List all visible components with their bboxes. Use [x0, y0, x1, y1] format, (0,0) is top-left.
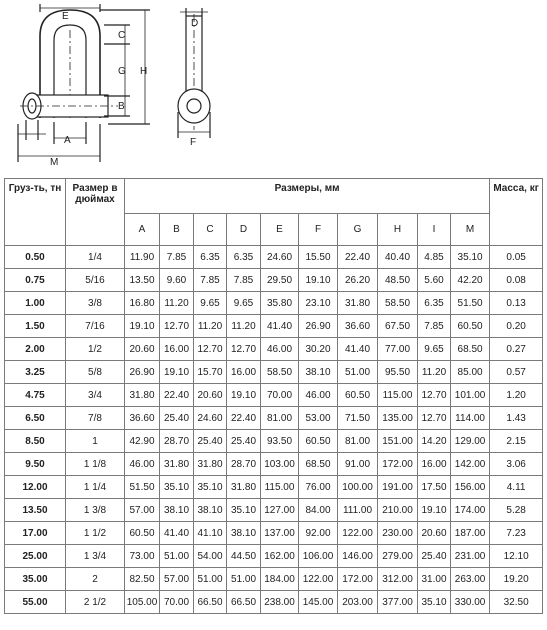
- dimension-cell: 172.00: [378, 453, 418, 476]
- dimension-cell: 5.60: [418, 269, 451, 292]
- dimension-cell: 12.70: [418, 407, 451, 430]
- dimension-cell: 6.35: [194, 246, 227, 269]
- inch-size-cell: 1 3/4: [66, 545, 125, 568]
- dimension-cell: 67.50: [378, 315, 418, 338]
- dim-label-h: H: [140, 66, 148, 77]
- dimension-cell: 51.00: [227, 568, 261, 591]
- dimension-cell: 16.00: [418, 453, 451, 476]
- dimension-cell: 81.00: [261, 407, 299, 430]
- header-load: Груз-ть, тн: [5, 179, 66, 246]
- load-cell: 0.50: [5, 246, 66, 269]
- dimension-cell: 122.00: [338, 522, 378, 545]
- load-cell: 0.75: [5, 269, 66, 292]
- table-row: [5, 591, 543, 614]
- dimension-cell: 31.80: [194, 453, 227, 476]
- dim-label-d: D: [191, 18, 199, 29]
- dim-label-f: F: [190, 137, 197, 148]
- dimension-cell: 70.00: [160, 591, 194, 614]
- dimension-cell: 279.00: [378, 545, 418, 568]
- header-inches: Размер в дюймах: [66, 179, 125, 246]
- dimension-cell: 20.60: [194, 384, 227, 407]
- dimension-cell: 127.00: [261, 499, 299, 522]
- table-row: [5, 361, 543, 384]
- dimension-cell: 60.50: [451, 315, 490, 338]
- dimension-cell: 231.00: [451, 545, 490, 568]
- dim-label-a: A: [64, 135, 71, 146]
- table-row: [5, 522, 543, 545]
- dimension-cell: 9.60: [160, 269, 194, 292]
- mass-cell: 32.50: [490, 591, 543, 614]
- load-cell: 6.50: [5, 407, 66, 430]
- dimension-cell: 263.00: [451, 568, 490, 591]
- dimension-cell: 14.20: [418, 430, 451, 453]
- mass-cell: 0.05: [490, 246, 543, 269]
- dimension-cell: 46.00: [125, 453, 160, 476]
- inch-size-cell: 2: [66, 568, 125, 591]
- dimension-cell: 142.00: [451, 453, 490, 476]
- mass-cell: 0.20: [490, 315, 543, 338]
- dimension-cell: 25.40: [227, 430, 261, 453]
- dimension-cell: 156.00: [451, 476, 490, 499]
- table-row: [5, 338, 543, 361]
- load-cell: 12.00: [5, 476, 66, 499]
- dimension-cell: 71.50: [338, 407, 378, 430]
- dim-label-c: C: [118, 30, 126, 41]
- inch-size-cell: 1 1/8: [66, 453, 125, 476]
- load-cell: 2.00: [5, 338, 66, 361]
- dimension-cell: 35.10: [227, 499, 261, 522]
- dimension-cell: 210.00: [378, 499, 418, 522]
- dimension-cell: 25.40: [418, 545, 451, 568]
- table-row: [5, 545, 543, 568]
- dimension-cell: 26.90: [125, 361, 160, 384]
- dimension-cell: 36.60: [125, 407, 160, 430]
- dimension-cell: 92.00: [299, 522, 338, 545]
- dimension-cell: 42.90: [125, 430, 160, 453]
- dimension-cell: 16.00: [227, 361, 261, 384]
- dimension-cell: 35.10: [160, 476, 194, 499]
- table-row: [5, 384, 543, 407]
- dimension-cell: 35.10: [194, 476, 227, 499]
- mass-cell: 0.08: [490, 269, 543, 292]
- load-cell: 25.00: [5, 545, 66, 568]
- dimension-cell: 48.50: [378, 269, 418, 292]
- dimension-cell: 146.00: [338, 545, 378, 568]
- dimension-cell: 53.00: [299, 407, 338, 430]
- dimension-cell: 51.50: [451, 292, 490, 315]
- dimension-cell: 151.00: [378, 430, 418, 453]
- dimension-cell: 68.50: [451, 338, 490, 361]
- dimension-cell: 24.60: [261, 246, 299, 269]
- dimension-cell: 31.80: [338, 292, 378, 315]
- table-row: [5, 246, 543, 269]
- dimension-cell: 17.50: [418, 476, 451, 499]
- mass-cell: 19.20: [490, 568, 543, 591]
- dimension-cell: 60.50: [299, 430, 338, 453]
- dimension-cell: 29.50: [261, 269, 299, 292]
- dimension-cell: 12.70: [418, 384, 451, 407]
- dimension-cell: 7.85: [194, 269, 227, 292]
- mass-cell: 0.13: [490, 292, 543, 315]
- inch-size-cell: 1: [66, 430, 125, 453]
- dimension-cell: 115.00: [378, 384, 418, 407]
- dimension-cell: 129.00: [451, 430, 490, 453]
- dimension-cell: 100.00: [338, 476, 378, 499]
- load-cell: 1.50: [5, 315, 66, 338]
- dimension-cell: 60.50: [125, 522, 160, 545]
- header-dim-d: D: [227, 214, 261, 246]
- dimension-cell: 35.10: [451, 246, 490, 269]
- dim-label-e: E: [62, 11, 69, 22]
- dimension-cell: 38.10: [227, 522, 261, 545]
- dimension-cell: 187.00: [451, 522, 490, 545]
- dimension-cell: 36.60: [338, 315, 378, 338]
- dimension-cell: 85.00: [451, 361, 490, 384]
- dimension-cell: 57.00: [125, 499, 160, 522]
- dimension-cell: 19.10: [418, 499, 451, 522]
- inch-size-cell: 5/8: [66, 361, 125, 384]
- inch-size-cell: 1/4: [66, 246, 125, 269]
- mass-cell: 12.10: [490, 545, 543, 568]
- dimension-cell: 41.40: [338, 338, 378, 361]
- mass-cell: 1.20: [490, 384, 543, 407]
- dimension-cell: 46.00: [299, 384, 338, 407]
- dimension-cell: 25.40: [194, 430, 227, 453]
- load-cell: 17.00: [5, 522, 66, 545]
- mass-cell: 2.15: [490, 430, 543, 453]
- dimension-cell: 40.40: [378, 246, 418, 269]
- table-row: [5, 292, 543, 315]
- dimension-cell: 70.00: [261, 384, 299, 407]
- dimension-cell: 7.85: [160, 246, 194, 269]
- dimension-cell: 42.20: [451, 269, 490, 292]
- dimension-cell: 26.90: [299, 315, 338, 338]
- table-row: [5, 407, 543, 430]
- dimension-cell: 73.00: [125, 545, 160, 568]
- dimension-cell: 106.00: [299, 545, 338, 568]
- load-cell: 3.25: [5, 361, 66, 384]
- load-cell: 55.00: [5, 591, 66, 614]
- dimension-cell: 230.00: [378, 522, 418, 545]
- dimension-cell: 7.85: [418, 315, 451, 338]
- dimension-cell: 58.50: [261, 361, 299, 384]
- header-dimensions: Размеры, мм: [125, 179, 490, 214]
- load-cell: 9.50: [5, 453, 66, 476]
- dimension-cell: 20.60: [125, 338, 160, 361]
- header-dim-g: G: [338, 214, 378, 246]
- dimension-cell: 16.80: [125, 292, 160, 315]
- table-row: [5, 453, 543, 476]
- dimension-cell: 12.70: [160, 315, 194, 338]
- dimension-cell: 6.35: [418, 292, 451, 315]
- inch-size-cell: 1 1/2: [66, 522, 125, 545]
- header-dim-e: E: [261, 214, 299, 246]
- dimension-cell: 11.20: [194, 315, 227, 338]
- dimension-cell: 377.00: [378, 591, 418, 614]
- dimension-cell: 111.00: [338, 499, 378, 522]
- dimension-cell: 174.00: [451, 499, 490, 522]
- inch-size-cell: 7/8: [66, 407, 125, 430]
- header-mass: Масса, кг: [490, 179, 543, 246]
- table-row: [5, 315, 543, 338]
- dimension-cell: 31.80: [227, 476, 261, 499]
- dimension-cell: 115.00: [261, 476, 299, 499]
- dimension-cell: 28.70: [160, 430, 194, 453]
- header-dim-b: B: [160, 214, 194, 246]
- dimension-cell: 191.00: [378, 476, 418, 499]
- header-dim-f: F: [299, 214, 338, 246]
- dimension-cell: 66.50: [194, 591, 227, 614]
- dimension-cell: 66.50: [227, 591, 261, 614]
- inch-size-cell: 1 3/8: [66, 499, 125, 522]
- dimension-cell: 184.00: [261, 568, 299, 591]
- dimension-cell: 57.00: [160, 568, 194, 591]
- dimension-cell: 114.00: [451, 407, 490, 430]
- dimension-cell: 93.50: [261, 430, 299, 453]
- dimension-cell: 25.40: [160, 407, 194, 430]
- dimension-cell: 60.50: [338, 384, 378, 407]
- dimension-cell: 162.00: [261, 545, 299, 568]
- dimension-cell: 38.10: [160, 499, 194, 522]
- dimension-cell: 22.40: [227, 407, 261, 430]
- dimension-cell: 76.00: [299, 476, 338, 499]
- dimension-cell: 51.00: [160, 545, 194, 568]
- dimension-cell: 11.20: [418, 361, 451, 384]
- inch-size-cell: 3/8: [66, 292, 125, 315]
- table-row: [5, 568, 543, 591]
- dimension-cell: 135.00: [378, 407, 418, 430]
- table-row: [5, 269, 543, 292]
- dimension-cell: 28.70: [227, 453, 261, 476]
- dimension-cell: 7.85: [227, 269, 261, 292]
- table-row: [5, 476, 543, 499]
- table-row: [5, 430, 543, 453]
- dimension-cell: 24.60: [194, 407, 227, 430]
- mass-cell: 5.28: [490, 499, 543, 522]
- dimension-cell: 12.70: [227, 338, 261, 361]
- mass-cell: 0.57: [490, 361, 543, 384]
- dimension-cell: 11.20: [160, 292, 194, 315]
- header-dim-i: I: [418, 214, 451, 246]
- dimension-cell: 51.00: [194, 568, 227, 591]
- dimension-cell: 9.65: [194, 292, 227, 315]
- mass-cell: 3.06: [490, 453, 543, 476]
- dimension-cell: 19.10: [227, 384, 261, 407]
- header-dim-c: C: [194, 214, 227, 246]
- shackle-diagram: [0, 0, 547, 178]
- dimension-cell: 38.10: [299, 361, 338, 384]
- dimension-cell: 44.50: [227, 545, 261, 568]
- dimension-cell: 105.00: [125, 591, 160, 614]
- load-cell: 13.50: [5, 499, 66, 522]
- inch-size-cell: 5/16: [66, 269, 125, 292]
- dimension-cell: 9.65: [418, 338, 451, 361]
- dimension-cell: 41.10: [194, 522, 227, 545]
- table-row: [5, 499, 543, 522]
- dimension-cell: 23.10: [299, 292, 338, 315]
- dimension-cell: 203.00: [338, 591, 378, 614]
- shackle-spec-table: [4, 178, 543, 614]
- inch-size-cell: 1/2: [66, 338, 125, 361]
- mass-cell: 1.43: [490, 407, 543, 430]
- load-cell: 1.00: [5, 292, 66, 315]
- dimension-cell: 22.40: [338, 246, 378, 269]
- dimension-cell: 68.50: [299, 453, 338, 476]
- mass-cell: 4.11: [490, 476, 543, 499]
- dimension-cell: 15.70: [194, 361, 227, 384]
- dim-label-b: B: [118, 101, 125, 112]
- dimension-cell: 16.00: [160, 338, 194, 361]
- dimension-cell: 19.10: [125, 315, 160, 338]
- dimension-cell: 31.00: [418, 568, 451, 591]
- dimension-cell: 30.20: [299, 338, 338, 361]
- header-dim-m: M: [451, 214, 490, 246]
- inch-size-cell: 1 1/4: [66, 476, 125, 499]
- dimension-cell: 31.80: [125, 384, 160, 407]
- load-cell: 8.50: [5, 430, 66, 453]
- inch-size-cell: 3/4: [66, 384, 125, 407]
- mass-cell: 0.27: [490, 338, 543, 361]
- dimension-cell: 122.00: [299, 568, 338, 591]
- dimension-cell: 137.00: [261, 522, 299, 545]
- dimension-cell: 38.10: [194, 499, 227, 522]
- dimension-cell: 82.50: [125, 568, 160, 591]
- dimension-cell: 51.50: [125, 476, 160, 499]
- dimension-cell: 12.70: [194, 338, 227, 361]
- header-dim-a: A: [125, 214, 160, 246]
- header-dim-h: H: [378, 214, 418, 246]
- dimension-cell: 35.80: [261, 292, 299, 315]
- dimension-cell: 58.50: [378, 292, 418, 315]
- dimension-cell: 13.50: [125, 269, 160, 292]
- dimension-cell: 19.10: [160, 361, 194, 384]
- dimension-cell: 4.85: [418, 246, 451, 269]
- dimension-cell: 81.00: [338, 430, 378, 453]
- dimension-cell: 103.00: [261, 453, 299, 476]
- dimension-cell: 15.50: [299, 246, 338, 269]
- dimension-cell: 41.40: [160, 522, 194, 545]
- dimension-cell: 9.65: [227, 292, 261, 315]
- inch-size-cell: 7/16: [66, 315, 125, 338]
- dimension-cell: 35.10: [418, 591, 451, 614]
- load-cell: 35.00: [5, 568, 66, 591]
- dimension-cell: 312.00: [378, 568, 418, 591]
- dimension-cell: 31.80: [160, 453, 194, 476]
- dimension-cell: 51.00: [338, 361, 378, 384]
- dimension-cell: 330.00: [451, 591, 490, 614]
- dimension-cell: 6.35: [227, 246, 261, 269]
- dimension-cell: 46.00: [261, 338, 299, 361]
- dimension-cell: 238.00: [261, 591, 299, 614]
- dimension-cell: 77.00: [378, 338, 418, 361]
- dim-label-g: G: [118, 66, 126, 77]
- dimension-cell: 101.00: [451, 384, 490, 407]
- inch-size-cell: 2 1/2: [66, 591, 125, 614]
- dimension-cell: 84.00: [299, 499, 338, 522]
- mass-cell: 7.23: [490, 522, 543, 545]
- dimension-cell: 95.50: [378, 361, 418, 384]
- dimension-cell: 145.00: [299, 591, 338, 614]
- dimension-cell: 22.40: [160, 384, 194, 407]
- dimension-cell: 172.00: [338, 568, 378, 591]
- dimension-cell: 91.00: [338, 453, 378, 476]
- dimension-cell: 11.20: [227, 315, 261, 338]
- dimension-cell: 41.40: [261, 315, 299, 338]
- dimension-cell: 19.10: [299, 269, 338, 292]
- dimension-cell: 11.90: [125, 246, 160, 269]
- dim-label-m: M: [50, 157, 59, 168]
- dimension-cell: 26.20: [338, 269, 378, 292]
- dimension-cell: 20.60: [418, 522, 451, 545]
- dimension-cell: 54.00: [194, 545, 227, 568]
- load-cell: 4.75: [5, 384, 66, 407]
